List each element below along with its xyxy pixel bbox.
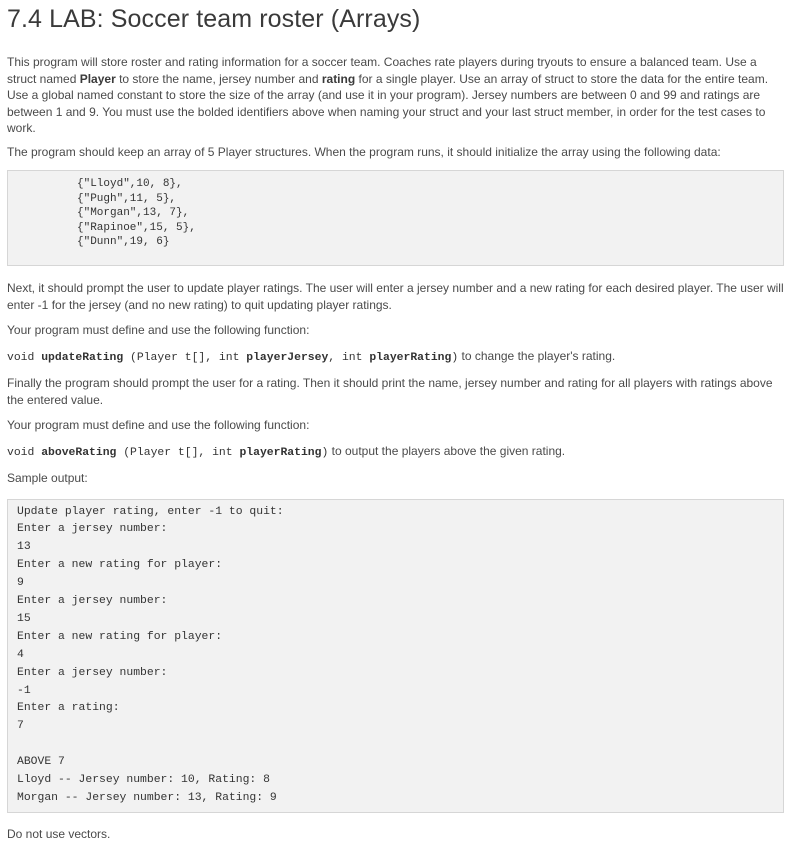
identifier-player: Player <box>79 71 116 86</box>
above-rating-signature-line <box>7 443 784 462</box>
sample-output-code-block: Update player rating, enter -1 to quit: Enter a jersey number: 13 Enter a new rating for player: 9 Enter a jersey number: 15 Enter a new rating for player: 4 Enter a jersey number: -1 Enter a rating: 7 ABOVE 7 Lloyd -- Jersey number: 10, Rating: 8 Morgan -- Jersey number: 13, Rating: 9 <box>7 499 784 813</box>
update-rating-signature: void updateRating (Player t[], int playerJersey, int playerRating) <box>7 351 459 364</box>
define-function-text-2: Your program must define and use the following function: <box>7 418 310 432</box>
prompt-instructions: Next, it should prompt the user to update player ratings. The user will enter a jersey number and a new rating for each desired player. The user will enter -1 for the jersey (and no new rating) to quit updating player ratings. <box>7 281 784 312</box>
update-rating-signature-line <box>7 348 784 367</box>
update-rating-description: to change the player's rating. <box>458 348 616 363</box>
page-title: 7.4 LAB: Soccer team roster (Arrays) <box>7 5 421 33</box>
function-name-update-rating: updateRating <box>41 351 124 364</box>
intro-text-3: for a single player. Use an array of struct to store the data for the entire team. Use a global named constant to store the size of the array (and use it in your program). Jersey numbers are between 0 and 99 and ratings are between 1 and 9. You must use the bolded identifiers above when naming your struct and your last struct member, in order for the test cases to work. <box>7 71 769 135</box>
intro-paragraph <box>7 54 784 137</box>
function-name-above-rating: aboveRating <box>41 446 117 459</box>
above-rating-signature: void aboveRating (Player t[], int playerRating) <box>7 446 329 459</box>
identifier-rating: rating <box>321 71 356 86</box>
sample-output-label: Sample output: <box>7 471 88 485</box>
footer-note: Do not use vectors. <box>7 826 111 841</box>
intro-text-1: This program will store roster and rating information for a soccer team. Coaches rate players during tryouts to ensure a balanced team. Use a struct named <box>7 55 757 86</box>
intro-text-2: to store the name, jersey number and <box>115 71 322 86</box>
above-rating-description: to output the players above the given rating. <box>328 443 566 458</box>
init-instructions: The program should keep an array of 5 Player structures. When the program runs, it should initialize the array using the following data: <box>7 144 721 159</box>
define-function-text-1: Your program must define and use the following function: <box>7 323 310 337</box>
finally-instructions: Finally the program should prompt the user for a rating. Then it should print the name, jersey number and rating for all players with ratings above the entered value. <box>7 376 773 407</box>
init-data-code-block: {"Lloyd",10, 8}, {"Pugh",11, 5}, {"Morgan",13, 7}, {"Rapinoe",15, 5}, {"Dunn",19, 6} <box>7 170 784 266</box>
